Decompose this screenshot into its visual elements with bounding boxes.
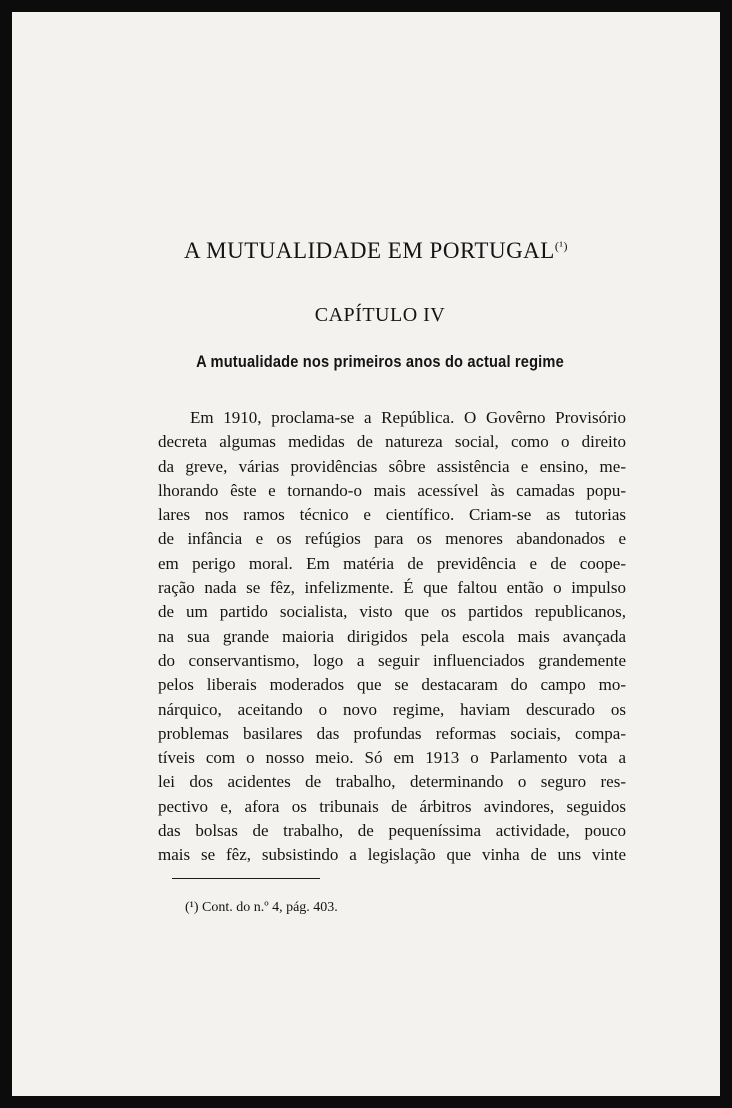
text-line: lares nos ramos técnico e científico. Criam-se as tutorias	[158, 505, 626, 525]
text-line: das bolsas de trabalho, de pequeníssima actividade, pouco	[158, 821, 626, 841]
text-line: nárquico, aceitando o novo regime, haviam descurado os	[158, 699, 626, 719]
text-line: pectivo e, afora os tribunais de árbitros avindores, seguidos	[158, 796, 626, 816]
text-line: Em 1910, proclama-se a República. O Govêrno Provisório	[190, 408, 626, 427]
text-line: de um partido socialista, visto que os partidos republicanos,	[158, 602, 626, 622]
scanned-page	[12, 12, 720, 1096]
text-line: em perigo moral. Em matéria de previdência e de coope-	[158, 553, 626, 573]
footnote-divider	[172, 878, 320, 879]
section-subtitle: A mutualidade nos primeiros anos do actual regime	[196, 352, 564, 371]
text-line: ração nada se fêz, infelizmente. É que faltou então o impulso	[158, 578, 626, 598]
text-line: mais se fêz, subsistindo a legislação que vinha de uns vinte	[158, 845, 626, 865]
title-footnote-marker: (¹)	[554, 239, 568, 253]
text-line: de infância e os refúgios para os menores abandonados e	[158, 529, 626, 549]
article-title	[22, 238, 730, 264]
text-line: problemas basilares das profundas reformas sociais, compa-	[158, 723, 626, 743]
text-line: do conservantismo, logo a seguir influenciados grandemente	[158, 650, 626, 670]
article-title-text: A MUTUALIDADE EM PORTUGAL	[184, 238, 555, 263]
text-line: decreta algumas medidas de natureza social, como o direito	[158, 432, 626, 452]
text-line: lhorando êste e tornando-o mais acessível às camadas popu-	[158, 480, 626, 500]
chapter-heading: CAPÍTULO IV	[314, 304, 446, 326]
footnote: (¹) Cont. do n.º 4, pág. 403.	[185, 900, 338, 915]
text-line: pelos liberais moderados que se destacaram do campo mo-	[158, 675, 626, 695]
text-line: tíveis com o nosso meio. Só em 1913 o Parlamento vota a	[158, 748, 626, 768]
text-line: na sua grande maioria dirigidos pela escola mais avançada	[158, 626, 626, 646]
text-line: da greve, várias providências sôbre assistência e ensino, me-	[158, 456, 626, 476]
text-line: lei dos acidentes de trabalho, determinando o seguro res-	[158, 772, 626, 792]
body-paragraph	[158, 406, 626, 868]
